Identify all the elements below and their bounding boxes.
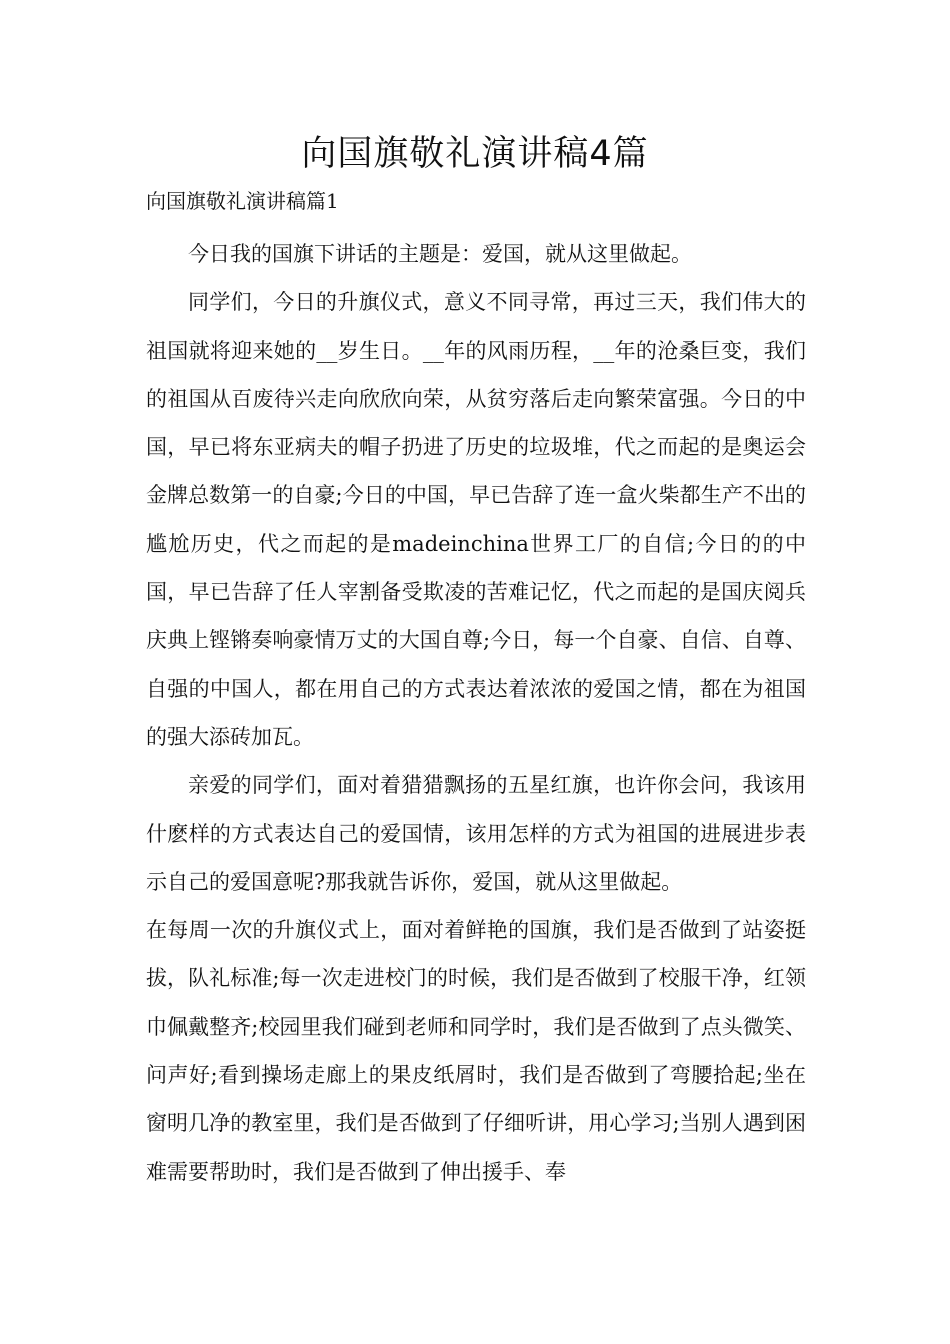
paragraph-2: 同学们，今日的升旗仪式，意义不同寻常，再过三天，我们伟大的祖国就将迎来她的__岁生日。__年的风雨历程，__年的沧桑巨变，我们的祖国从百废待兴走向欣欣向荣，从贫穷落后走向繁荣富强。今日的中国，早已将东亚病夫的帽子扔进了历史的垃圾堆，代之而起的是奥运会金牌总数第一的自豪;今日的中国，早已告辞了连一盒火柴都生产不出的尴尬历史，代之而起的是madeinchina世界工厂的自信;今日的的中国，早已告辞了任人宰割备受欺凌的苦难记忆，代之而起的是国庆阅兵庆典上铿锵奏响豪情万丈的大国自尊;今日，每一个自豪、自信、自尊、自强的中国人，都在用自己的方式表达着浓浓的爱国之情，都在为祖国的强大添砖加瓦。 — [146, 290, 806, 749]
paragraph-4: 在每周一次的升旗仪式上，面对着鲜艳的国旗，我们是否做到了站姿挺拔，队礼标准;每一次走进校门的时候，我们是否做到了校服干净，红领巾佩戴整齐;校园里我们碰到老师和同学时，我们是否做到了点头微笑、问声好;看到操场走廊上的果皮纸屑时，我们是否做到了弯腰拾起;坐在窗明几净的教室里，我们是否做到了仔细听讲，用心学习;当别人遇到困难需要帮助时，我们是否做到了伸出援手、奉 — [146, 918, 806, 1184]
paragraph-3: 亲爱的同学们，面对着猎猎飘扬的五星红旗，也许你会问，我该用什麽样的方式表达自己的爱国情，该用怎样的方式为祖国的进展进步表示自己的爱国意呢?那我就告诉你，爱国，就从这里做起。 — [146, 773, 806, 894]
document-title: 向国旗敬礼演讲稿4篇 — [301, 134, 649, 174]
paragraph-1: 今日我的国旗下讲话的主题是：爱国，就从这里做起。 — [188, 242, 692, 266]
section-heading: 向国旗敬礼演讲稿篇1 — [146, 189, 339, 213]
document-body — [146, 230, 806, 1196]
